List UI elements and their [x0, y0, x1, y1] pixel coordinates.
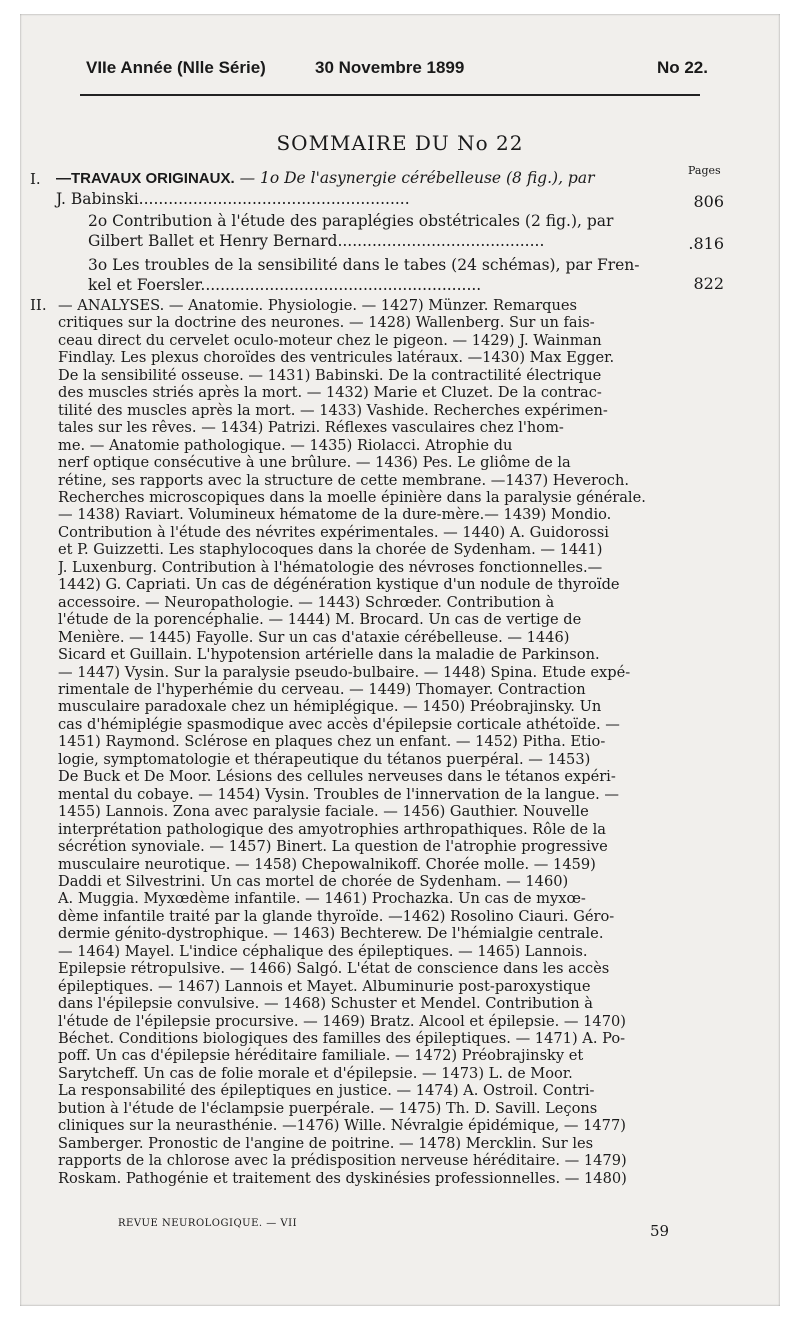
analyses-line: l'étude de la porencéphalie. — 1444) M. Brocard. Un cas de vertige de — [58, 611, 582, 629]
analyses-line: bution à l'étude de l'éclampsie puerpérale. — 1475) Th. D. Savill. Leçons — [58, 1099, 598, 1117]
analyses-line: Sarytcheff. Un cas de folie morale et d'épilepsie. — 1473) L. de Moor. — [58, 1064, 573, 1082]
analyses-line: 1451) Raymond. Sclérose en plaques chez un enfant. — 1452) Pitha. Etio- — [58, 733, 606, 751]
analyses-line: poff. Un cas d'épilepsie héréditaire familiale. — 1472) Préobrajinsky et — [58, 1047, 584, 1065]
toc-entry-2-title: 2o Contribution à l'étude des paraplégies obstétricales (2 fig.), par — [88, 212, 614, 230]
toc-entry-1-author: J. Babinski....................................................... — [56, 190, 410, 208]
header-rule — [80, 94, 700, 96]
issue-date: 30 Novembre 1899 — [315, 58, 465, 77]
analyses-line: dermie génito-dystrophique. — 1463) Bechterew. De l'hémialgie centrale. — [58, 925, 604, 943]
analyses-line: et P. Guizzetti. Les staphylocoques dans la chorée de Sydenham. — 1441) — [58, 541, 603, 559]
analyses-line: Sicard et Guillain. L'hypotension artérielle dans la maladie de Parkinson. — [58, 646, 600, 664]
toc-entry-3-title: 3o Les troubles de la sensibilité dans le tabes (24 schémas), par Fren- — [88, 256, 640, 274]
analyses-line: mental du cobaye. — 1454) Vysin. Troubles de l'innervation de la langue. — — [58, 785, 620, 803]
analyses-line: Béchet. Conditions biologiques des familles des épileptiques. — 1471) A. Po- — [58, 1030, 626, 1048]
analyses-line: épileptiques. — 1467) Lannois et Mayet. Albuminurie post-paroxystique — [58, 977, 591, 995]
running-header — [70, 50, 708, 90]
page-folio: 59 — [650, 1222, 670, 1240]
volume-year: VIIe Année (Nlle Série) — [86, 58, 266, 77]
toc-line — [56, 168, 692, 189]
section-heading: —TRAVAUX ORIGINAUX. — [56, 170, 235, 187]
toc-entry-1-title: — 1o De l'asynergie cérébelleuse (8 fig.), par — [239, 169, 595, 187]
analyses-line: De la sensibilité osseuse. — 1431) Babinski. De la contractilité électrique — [58, 366, 602, 384]
analyses-line: ceau direct du cervelet oculo-moteur chez le pigeon. — 1429) J. Wainman — [58, 331, 602, 349]
analyses-line: musculaire paradoxale chez un hémiplégique. — 1450) Préobrajinsky. Un — [58, 698, 602, 716]
section-numeral-2: II. — [30, 296, 47, 314]
analyses-line: dème infantile traité par la glande thyroïde. —1462) Rosolino Ciauri. Géro- — [58, 907, 615, 925]
toc-entry-1-page: 806 — [693, 192, 724, 211]
analyses-line: — ANALYSES. — Anatomie. Physiologie. — 1427) Münzer. Remarques — [58, 297, 578, 314]
analyses-line: Contribution à l'étude des névrites expérimentales. — 1440) A. Guidorossi — [58, 523, 609, 541]
analyses-line: tales sur les rêves. — 1434) Patrizi. Réflexes vasculaires chez l'hom- — [58, 419, 564, 437]
analyses-line: Menière. — 1445) Fayolle. Sur un cas d'ataxie cérébelleuse. — 1446) — [58, 628, 570, 646]
analyses-line: cliniques sur la neurasthénie. —1476) Wille. Névralgie épidémique, — 1477) — [58, 1117, 626, 1135]
journal-footer: REVUE NEUROLOGIQUE. — VII — [118, 1218, 298, 1229]
analyses-line: rapports de la chlorose avec la prédisposition nerveuse héréditaire. — 1479) — [58, 1152, 627, 1170]
analyses-line: De Buck et De Moor. Lésions des cellules nerveuses dans le tétanos expéri- — [58, 768, 616, 786]
analyses-line: logie, symptomatologie et thérapeutique du tétanos puerpéral. — 1453) — [58, 750, 591, 768]
issue-number: No 22. — [656, 58, 708, 77]
section-numeral-1: I. — [30, 170, 41, 188]
analyses-line: Findlay. Les plexus choroïdes des ventricules latéraux. —1430) Max Egger. — [58, 349, 615, 367]
analyses-line: interprétation pathologique des amyotrophies arthropathiques. Rôle de la — [58, 820, 606, 838]
analyses-line: dans l'épilepsie convulsive. — 1468) Schuster et Mendel. Contribution à — [58, 995, 593, 1013]
analyses-line: J. Luxenburg. Contribution à l'hématologie des névroses fonctionnelles.— — [58, 558, 603, 576]
analyses-line: — 1447) Vysin. Sur la paralysie pseudo-bulbaire. — 1448) Spina. Etude expé- — [58, 663, 631, 681]
analyses-line: — 1438) Raviart. Volumineux hématome de la dure-mère.— 1439) Mondio. — [58, 506, 612, 524]
toc-entry-2-author: Gilbert Ballet et Henry Bernard.......................................... — [88, 232, 545, 250]
analyses-line: Roskam. Pathogénie et traitement des dyskinésies professionnelles. — 1480) — [58, 1169, 627, 1187]
analyses-line: Samberger. Pronostic de l'angine de poitrine. — 1478) Mercklin. Sur les — [58, 1134, 594, 1152]
toc-entry-3-author: kel et Foersler......................................................... — [88, 276, 482, 294]
analyses-line: me. — Anatomie pathologique. — 1435) Riolacci. Atrophie du — [58, 436, 513, 454]
analyses-line: 1442) G. Capriati. Un cas de dégénération kystique d'un nodule de thyroïde — [58, 576, 620, 594]
analyses-section — [58, 297, 684, 1187]
toc-original-works — [56, 168, 724, 295]
analyses-line: La responsabilité des épileptiques en justice. — 1474) A. Ostroil. Contri- — [58, 1082, 595, 1100]
analyses-line: musculaire neurotique. — 1458) Chepowalnikoff. Chorée molle. — 1459) — [58, 855, 596, 873]
analyses-text — [58, 297, 684, 1187]
pages-column-label: Pages — [688, 164, 721, 177]
analyses-line: Daddi et Silvestrini. Un cas mortel de chorée de Sydenham. — 1460) — [58, 872, 569, 890]
analyses-line: cas d'hémiplégie spasmodique avec accès d'épilepsie corticale athétoïde. — — [58, 715, 620, 733]
analyses-line: des muscles striés après la mort. — 1432) Marie et Cluzet. De la contrac- — [58, 384, 602, 402]
analyses-line: Recherches microscopiques dans la moelle épinière dans la paralysie générale. — [58, 488, 646, 506]
page-title: SOMMAIRE DU No 22 — [276, 131, 524, 155]
analyses-line: sécrétion synoviale. — 1457) Binert. La question de l'atrophie progressive — [58, 838, 608, 856]
analyses-line: rétine, ses rapports avec la structure de cette membrane. —1437) Heveroch. — [58, 471, 630, 489]
analyses-line: critiques sur la doctrine des neurones. — 1428) Wallenberg. Sur un fais- — [58, 314, 595, 332]
analyses-line: tilité des muscles après la mort. — 1433) Vashide. Recherches expérimen- — [58, 401, 608, 419]
analyses-line: nerf optique consécutive à une brûlure. — 1436) Pes. Le gliôme de la — [58, 454, 571, 472]
analyses-line: A. Muggia. Myxœdème infantile. — 1461) Prochazka. Un cas de myxœ- — [58, 890, 586, 908]
toc-entry-3-page: 822 — [693, 274, 724, 293]
analyses-line: rimentale de l'hyperhémie du cerveau. — 1449) Thomayer. Contraction — [58, 680, 586, 698]
analyses-line: l'étude de l'épilepsie procursive. — 1469) Bratz. Alcool et épilepsie. — 1470) — [58, 1012, 626, 1030]
analyses-line: Epilepsie rétropulsive. — 1466) Salgó. L'état de conscience dans les accès — [58, 960, 610, 978]
analyses-line: 1455) Lannois. Zona avec paralysie faciale. — 1456) Gauthier. Nouvelle — [58, 803, 589, 821]
analyses-line: — 1464) Mayel. L'indice céphalique des épileptiques. — 1465) Lannois. — [58, 942, 588, 960]
toc-entry-2-page: .816 — [688, 234, 724, 253]
analyses-line: accessoire. — Neuropathologie. — 1443) Schrœder. Contribution à — [58, 593, 555, 611]
